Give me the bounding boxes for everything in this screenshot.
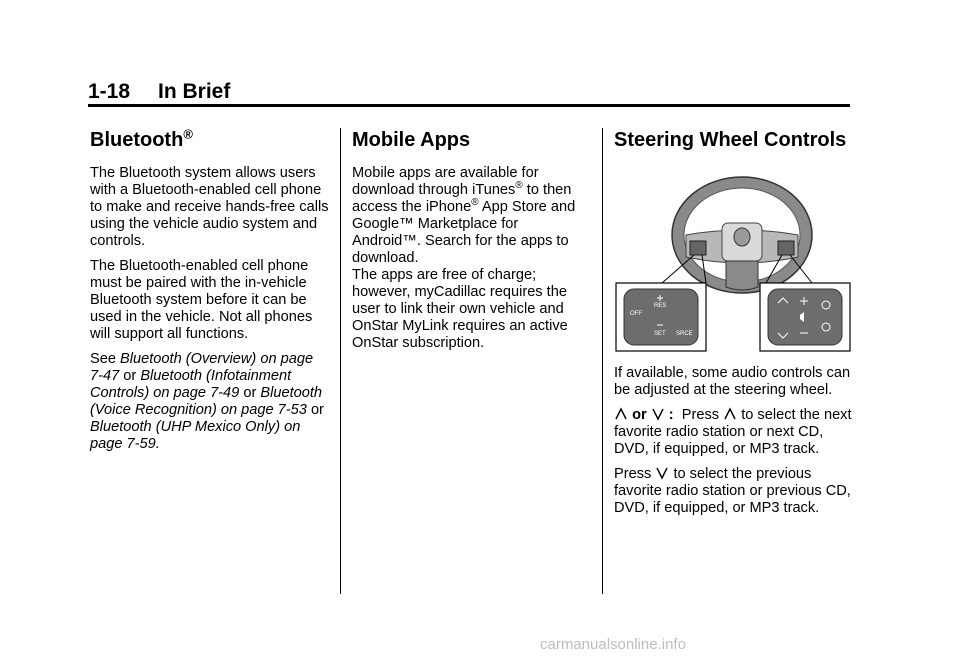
section-title: In Brief — [158, 80, 231, 103]
ref-bluetooth-overview[interactable]: Bluetooth (Overview) on page 7-47 — [90, 351, 314, 384]
chevron-up-icon — [723, 407, 737, 421]
ref-bluetooth-uhp[interactable]: Bluetooth (UHP Mexico Only) on page 7-59. — [90, 419, 301, 452]
steering-controls-column — [614, 128, 854, 525]
pad-srce-label: SRCE — [676, 331, 693, 337]
column-divider-1 — [340, 128, 341, 594]
pad-set-label: SET — [654, 331, 666, 337]
page-number: 1-18 — [88, 80, 131, 103]
bluetooth-paragraph-1: The Bluetooth system allows users with a Bluetooth-enabled cell phone to make and receive hands-free calls using the vehicle audio system and controls. — [90, 165, 329, 249]
chevron-down-icon — [655, 466, 669, 480]
ref-bluetooth-voice[interactable]: Bluetooth (Voice Recognition) on page 7-53 — [90, 385, 323, 418]
pad-off-label: OFF — [630, 311, 642, 317]
bluetooth-heading: Bluetooth® — [90, 126, 193, 151]
steering-paragraph-2: or : Press to select the next favorite radio station or next CD, DVD, if equipped, or MP3 track. — [614, 407, 852, 457]
steering-paragraph-3: Press to select the previous favorite radio station or previous CD, DVD, if equipped, or MP3 track. — [614, 466, 851, 516]
bluetooth-paragraph-2: The Bluetooth-enabled cell phone must be paired with the in-vehicle Bluetooth system before it can be used in the vehicle. Not all phones will support all functions. — [90, 258, 313, 342]
column-divider-2 — [602, 128, 603, 594]
steering-wheel-illustration — [614, 165, 854, 353]
mobile-apps-column — [352, 128, 590, 360]
steering-paragraph-1: If available, some audio controls can be adjusted at the steering wheel. — [614, 365, 851, 398]
mobile-apps-paragraph-2: The apps are free of charge; however, myCadillac requires the user to link their own vehicle and OnStar MyLink requires an active OnStar subscription. — [352, 267, 568, 351]
chevron-up-icon — [614, 407, 628, 421]
bluetooth-column — [90, 128, 330, 461]
mobile-apps-heading: Mobile Apps — [352, 129, 471, 151]
bluetooth-references: See Bluetooth (Overview) on page 7-47 or Bluetooth (Infotainment Controls) on page 7-49 or Bluetooth (Voice Recognition) on page 7-53 or Bluetooth (UHP Mexico Only) on page 7-59. — [90, 351, 324, 452]
steering-controls-heading: Steering Wheel Controls — [614, 129, 847, 151]
mobile-apps-paragraph-1: Mobile apps are available for download through iTunes® to then access the iPhone® App Store and Google™ Marketplace for Android™. Search for the apps to download. — [352, 165, 576, 266]
pad-res-label: RES — [654, 303, 667, 309]
chevron-down-icon — [651, 407, 665, 421]
header-rule — [88, 104, 850, 107]
page-header — [88, 80, 850, 106]
watermark: carmanualsonline.info — [540, 636, 686, 653]
ref-bluetooth-infotainment[interactable]: Bluetooth (Infotainment Controls) on page 7-49 — [90, 368, 292, 401]
